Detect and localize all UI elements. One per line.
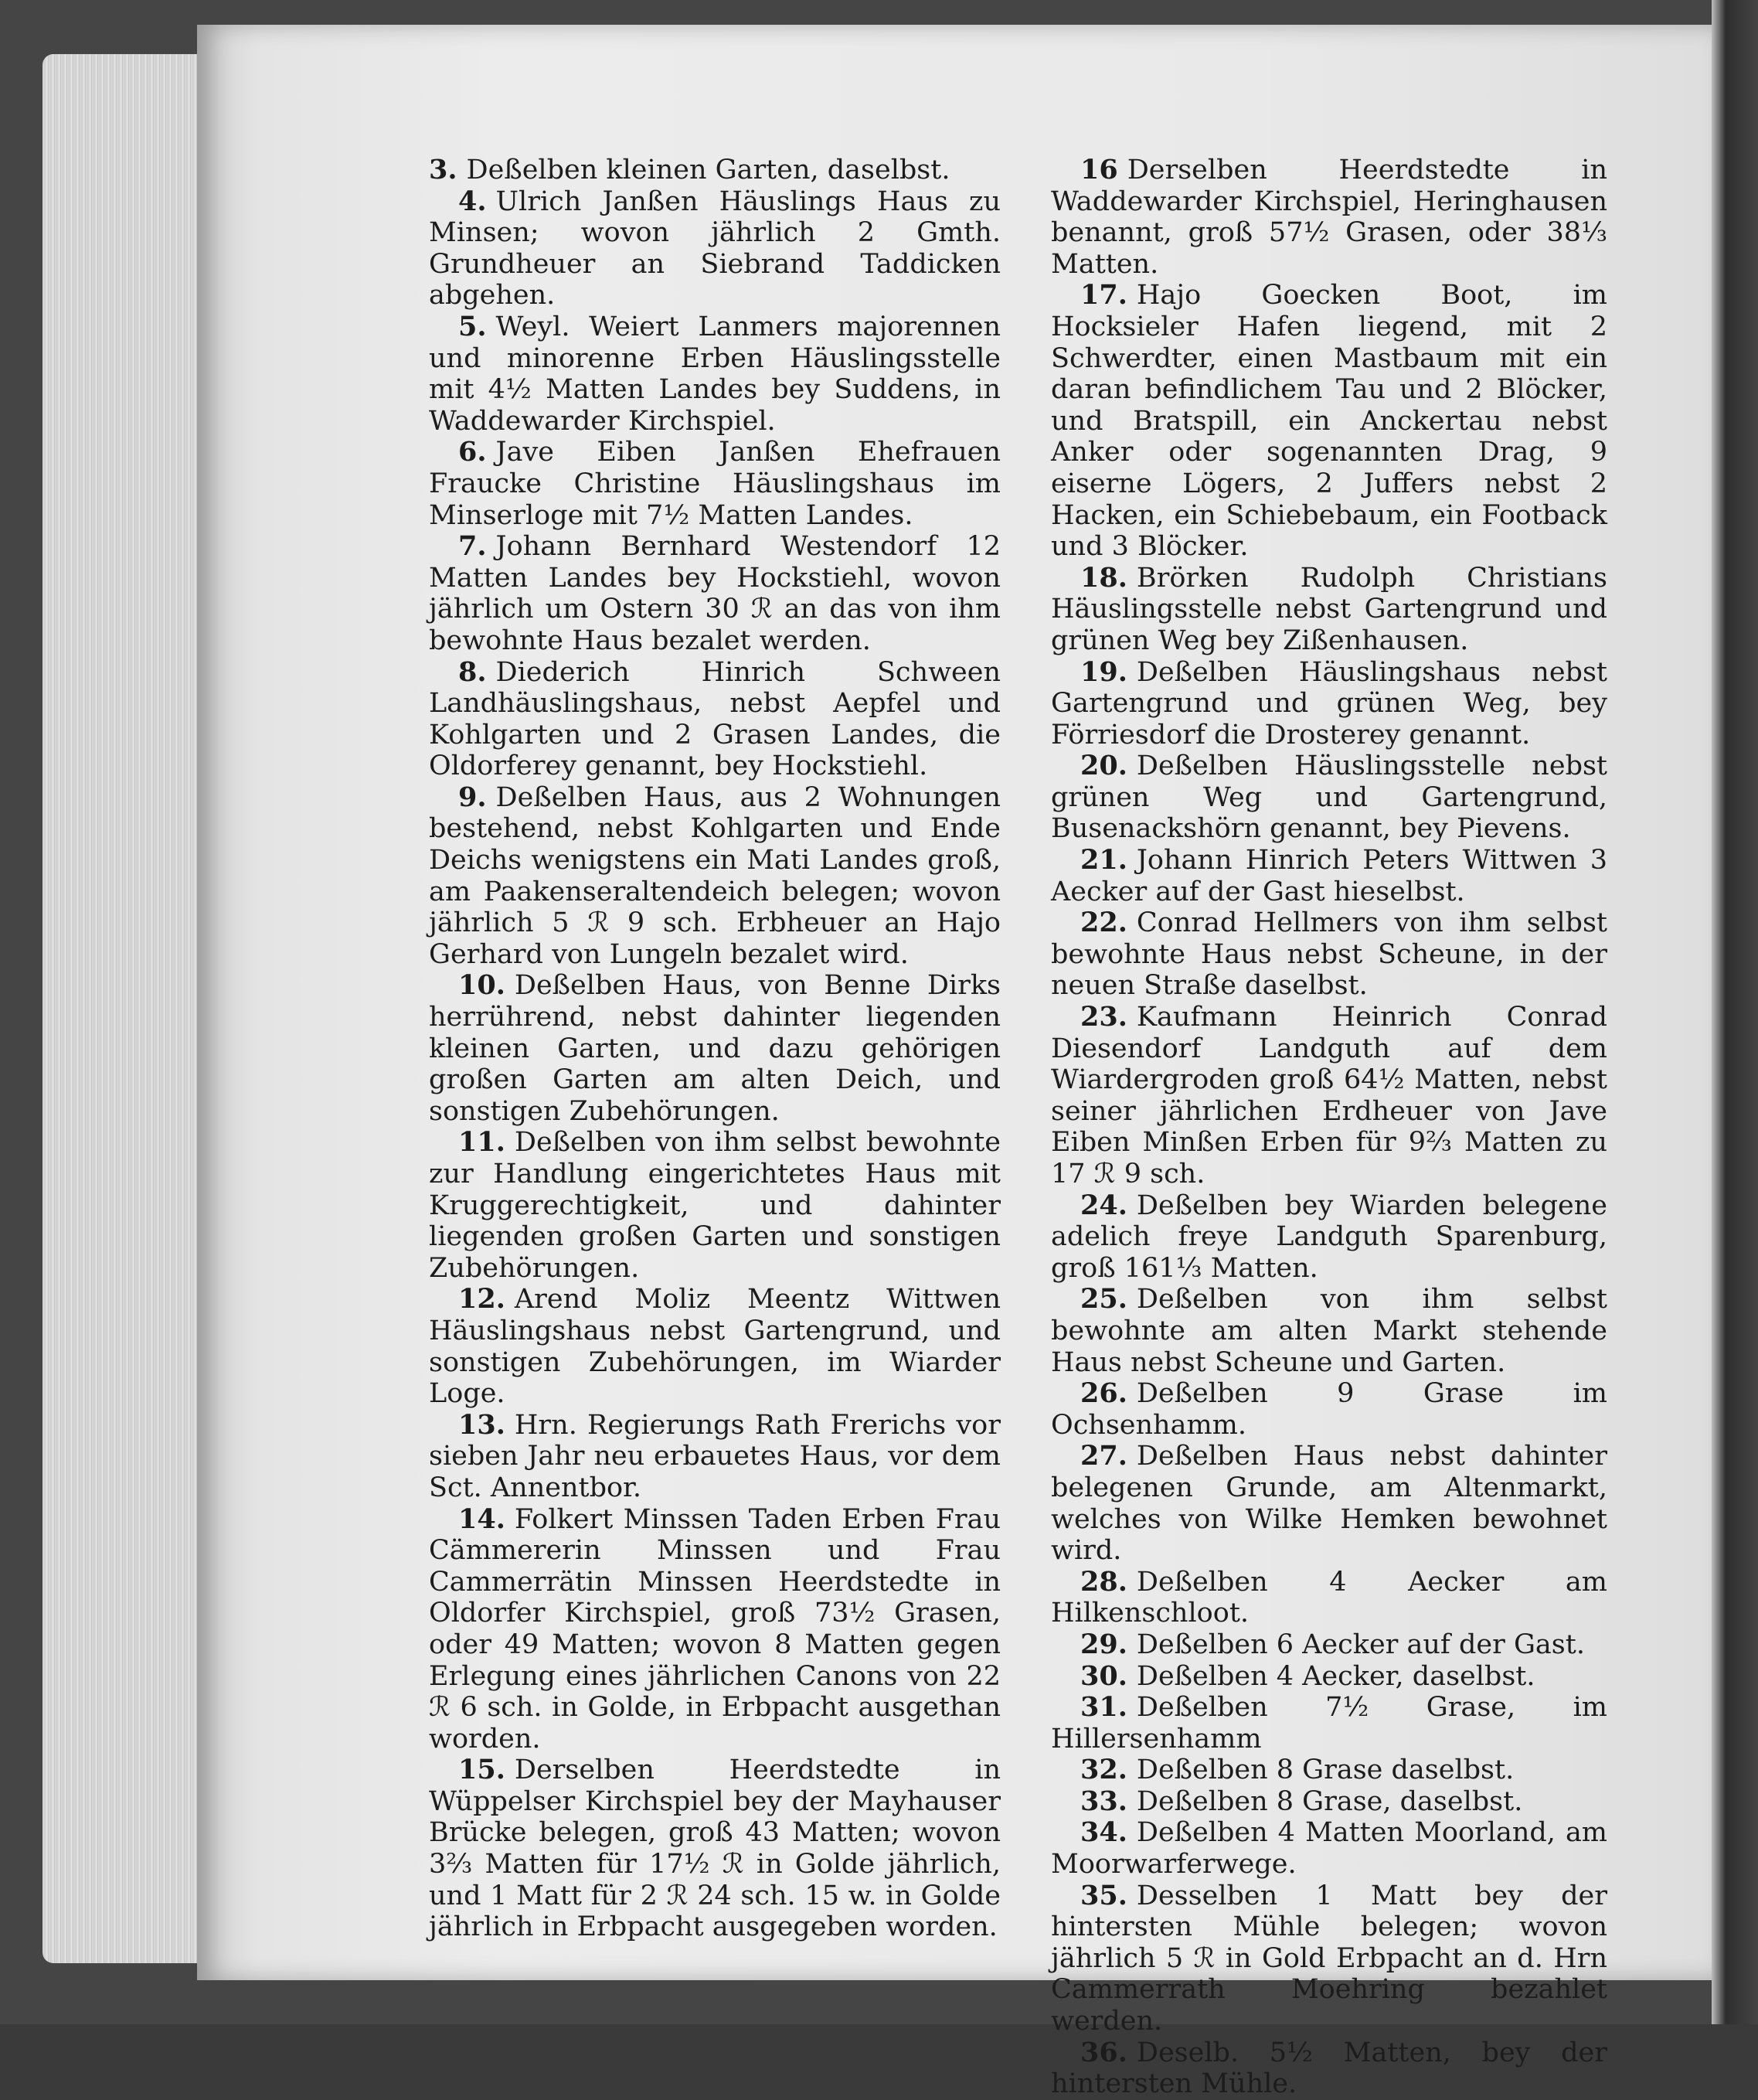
entry-number: 36. — [1080, 2036, 1127, 2068]
entry — [1051, 1880, 1607, 2037]
entry-text: Deßelben Haus, von Benne Dirks herrührend, nebst dahinter liegenden kleinen Garten, und dazu gehörigen großen Garten am alten Deich, und sonstigen Zubehörungen. — [429, 970, 1001, 1127]
entry-number: 29. — [1080, 1628, 1127, 1660]
entry-number: 7. — [458, 530, 487, 563]
entry — [429, 1284, 1001, 1409]
entry — [1051, 1378, 1607, 1441]
entry — [1051, 1284, 1607, 1378]
entry-text: Deßelben Haus, aus 2 Wohnungen bestehend, nebst Kohlgarten und Ende Deichs wenigstens ein Mati Landes groß, am Paakenseraltendeich belegen; wovon jährlich 5 ℛ 9 sch. Erbheuer an Hajo Gerhard von Lungeln bezalet wird. — [429, 781, 1001, 970]
entry — [1051, 1661, 1607, 1693]
entry-text: Deßelben Häuslingshaus nebst Gartengrund und grünen Weg, bey Förriesdorf die Drosterey genannt. — [1051, 656, 1607, 750]
entry-number: 16 — [1080, 154, 1118, 185]
entry — [1051, 1190, 1607, 1285]
entry-number: 12. — [458, 1283, 505, 1315]
entry-text: Brörken Rudolph Christians Häuslingsstelle nebst Gartengrund und grünen Weg bey Zißenhausen. — [1051, 562, 1607, 656]
entry-number: 30. — [1080, 1659, 1127, 1692]
entry — [429, 1755, 1001, 1943]
entry-number: 22. — [1080, 907, 1127, 939]
entry-number: 28. — [1080, 1565, 1127, 1598]
entry-number: 8. — [458, 655, 487, 688]
entry — [1051, 2037, 1607, 2100]
entry-number: 18. — [1080, 561, 1127, 594]
entry — [429, 531, 1001, 656]
entry-text: Deßelben 8 Grase, daselbst. — [1136, 1785, 1523, 1817]
entry — [1051, 280, 1607, 562]
entry — [1051, 845, 1607, 907]
entry — [1051, 1441, 1607, 1566]
entry-number: 24. — [1080, 1189, 1127, 1221]
entry-text: Deselb. 5½ Matten, bey der hintersten Mühle. — [1051, 2037, 1607, 2100]
entry-number: 14. — [458, 1503, 505, 1535]
entry-number: 21. — [1080, 844, 1127, 876]
entry-text: Deßelben 6 Aecker auf der Gast. — [1136, 1629, 1585, 1660]
entry-text: Deßelben bey Wiarden belegene adelich freye Landguth Sparenburg, groß 161⅓ Matten. — [1051, 1190, 1607, 1284]
right-column — [1051, 155, 1607, 2100]
entry — [1051, 155, 1607, 280]
entry-number: 3. — [429, 154, 457, 185]
entry-number: 35. — [1080, 1879, 1127, 1911]
entry-text: Folkert Minssen Taden Erben Frau Cämmererin Minssen und Frau Cammerrätin Minssen Heerdstedte in Oldorfer Kirchspiel, groß 73½ Grasen, oder 49 Matten; wovon 8 Matten gegen Erlegung eines jährlichen Canons von 22 ℛ 6 sch. in Golde, in Erbpacht ausgethan worden. — [429, 1503, 1001, 1755]
entry — [1051, 1692, 1607, 1755]
entry-number: 34. — [1080, 1816, 1127, 1849]
entry — [1051, 1817, 1607, 1880]
entry — [1051, 1786, 1607, 1818]
entry-number: 31. — [1080, 1691, 1127, 1724]
entry-number: 15. — [458, 1754, 505, 1786]
entry-text: Deßelben von ihm selbst bewohnte zur Handlung eingerichtetes Haus mit Kruggerechtigkeit, und dahinter liegenden großen Garten und sonstigen Zubehörungen. — [429, 1127, 1001, 1284]
entry-text: Deßelben Häuslingsstelle nebst grünen Weg und Gartengrund, Busenackshörn genannt, bey Pievens. — [1051, 750, 1607, 845]
entry-number: 33. — [1080, 1785, 1127, 1817]
entry-text: Derselben Heerdstedte in Waddewarder Kirchspiel, Heringhausen benannt, groß 57½ Grasen, oder 38⅓ Matten. — [1051, 155, 1607, 280]
entry — [429, 1127, 1001, 1284]
book-gutter — [1712, 0, 1758, 2024]
entry-text: Deßelben kleinen Garten, daselbst. — [466, 155, 950, 185]
entry-text: Kaufmann Heinrich Conrad Diesendorf Landguth auf dem Wiardergroden groß 64½ Matten, nebst seiner jährlichen Erdheuer von Jave Eiben Minßen Erben für 9⅔ Matten zu 17 ℛ 9 sch. — [1051, 1002, 1607, 1190]
entry-text: Weyl. Weiert Lanmers majorennen und minorenne Erben Häuslingsstelle mit 4½ Matten Landes bey Suddens, in Waddewarder Kirchspiel. — [429, 311, 1001, 437]
entry — [1051, 657, 1607, 751]
book-page-edges — [43, 54, 205, 1963]
entry — [429, 657, 1001, 782]
entry — [429, 155, 1001, 186]
entry-text: Deßelben 4 Aecker, daselbst. — [1136, 1660, 1535, 1692]
entry — [1051, 907, 1607, 1002]
entry-text: Hajo Goecken Boot, im Hocksieler Hafen liegend, mit 2 Schwerdter, einen Mastbaum mit ein daran befindlichem Tau und 2 Blöcker, und Bratspill, ein Anckertau nebst Anker oder sogenannten Drag, 9 eiserne Lögers, 2 Juffers nebst 2 Hacken, ein Schiebebaum, ein Footback und 3 Blöcker. — [1051, 280, 1607, 563]
entry-text: Deßelben Haus nebst dahinter belegenen Grunde, am Altenmarkt, welches von Wilke Hemken bewohnet wird. — [1051, 1441, 1607, 1567]
entry-text: Derselben Heerdstedte in Wüppelser Kirchspiel bey der Mayhauser Brücke belegen, groß 43 Matten; wovon 3⅔ Matten für 17½ ℛ in Golde jährlich, und 1 Matt für 2 ℛ 24 sch. 15 w. in Golde jährlich in Erbpacht ausgegeben worden. — [429, 1755, 1001, 1943]
entry-number: 6. — [458, 436, 487, 468]
entry-number: 20. — [1080, 750, 1127, 782]
entry — [1051, 1755, 1607, 1786]
entry-number: 17. — [1080, 279, 1127, 311]
entry-number: 11. — [458, 1126, 505, 1159]
entry-text: Deßelben 4 Aecker am Hilkenschloot. — [1051, 1566, 1607, 1629]
entry — [429, 782, 1001, 971]
entry-number: 26. — [1080, 1377, 1127, 1410]
entry — [429, 437, 1001, 531]
entry — [1051, 1629, 1607, 1661]
entry-text: Arend Moliz Meentz Wittwen Häuslingshaus nebst Gartengrund, und sonstigen Zubehörungen, im Wiarder Loge. — [429, 1284, 1001, 1410]
entry-text: Deßelben von ihm selbst bewohnte am alten Markt stehende Haus nebst Scheune und Garten. — [1051, 1284, 1607, 1378]
entry-text: Deßelben 4 Matten Moorland, am Moorwarferwege. — [1051, 1817, 1607, 1880]
entry-text: Deßelben 7½ Grase, im Hillersenhamm — [1051, 1692, 1607, 1755]
entry — [429, 186, 1001, 311]
entry-text: Johann Hinrich Peters Wittwen 3 Aecker auf der Gast hieselbst. — [1051, 845, 1607, 907]
entry-number: 23. — [1080, 1001, 1127, 1033]
entry — [429, 1504, 1001, 1755]
entry — [1051, 750, 1607, 845]
entry-number: 5. — [458, 310, 487, 342]
entry-number: 32. — [1080, 1754, 1127, 1786]
entry-text: Jave Eiben Janßen Ehefrauen Fraucke Christine Häuslingshaus im Minserloge mit 7½ Matten Landes. — [429, 437, 1001, 531]
entry-text: Johann Bernhard Westendorf 12 Matten Landes bey Hockstiehl, wovon jährlich um Ostern 30 ℛ an das von ihm bewohnte Haus bezalet werden. — [429, 531, 1001, 656]
entry — [1051, 1567, 1607, 1629]
entry-number: 19. — [1080, 655, 1127, 688]
entry-text: Conrad Hellmers von ihm selbst bewohnte Haus nebst Scheune, in der neuen Straße daselbst. — [1051, 907, 1607, 1002]
entry — [429, 1410, 1001, 1504]
entry-text: Hrn. Regierungs Rath Frerichs vor sieben Jahr neu erbauetes Haus, vor dem Sct. Annentbor. — [429, 1409, 1001, 1503]
entry-text: Deßelben 8 Grase daselbst. — [1136, 1755, 1515, 1786]
entry-number: 9. — [458, 781, 487, 813]
entry-text: Diederich Hinrich Schween Landhäuslingshaus, nebst Aepfel und Kohlgarten und 2 Grasen Landes, die Oldorferey genannt, bey Hockstiehl. — [429, 656, 1001, 782]
entry-number: 10. — [458, 969, 505, 1002]
entry-text: Ulrich Janßen Häuslings Haus zu Minsen; wovon jährlich 2 Gmth. Grundheuer an Siebrand Taddicken abgehen. — [429, 185, 1001, 311]
entry — [429, 311, 1001, 437]
entry-number: 25. — [1080, 1283, 1127, 1315]
entry-number: 4. — [458, 185, 487, 217]
entry-text: Desselben 1 Matt bey der hintersten Mühle belegen; wovon jährlich 5 ℛ in Gold Erbpacht an d. Hrn Cammerrath Moehring bezahlet werden. — [1051, 1880, 1607, 2037]
entry-text: Deßelben 9 Grase im Ochsenhamm. — [1051, 1378, 1607, 1441]
entry-number: 27. — [1080, 1440, 1127, 1472]
entry — [429, 970, 1001, 1127]
entry — [1051, 563, 1607, 657]
left-column — [429, 155, 1001, 1943]
entry-number: 13. — [458, 1408, 505, 1441]
entry — [1051, 1002, 1607, 1190]
